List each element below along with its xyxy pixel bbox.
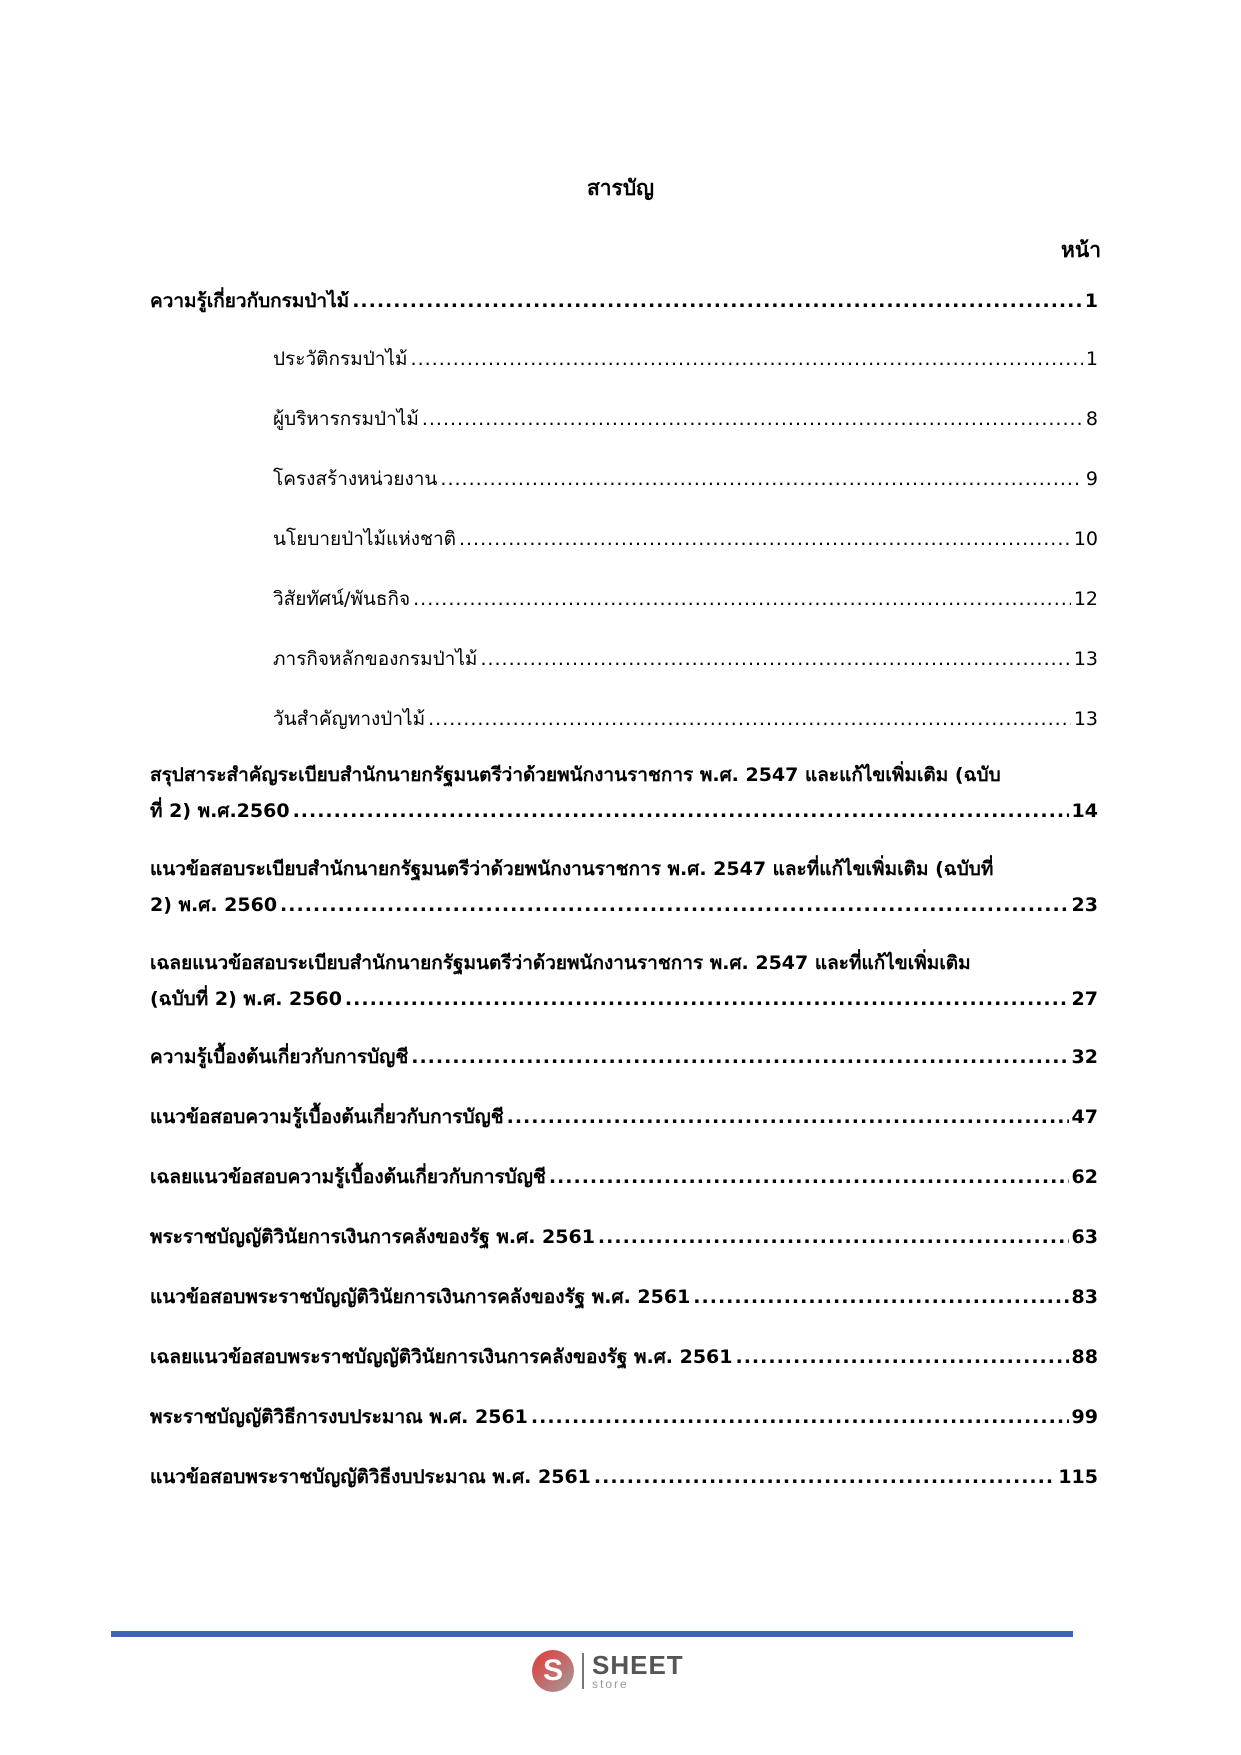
toc-entry-title: วิสัยทัศน์/พันธกิจ <box>273 588 411 610</box>
toc-entry-page: 63 <box>1071 1226 1098 1248</box>
toc-subentry[interactable] <box>150 402 1098 436</box>
toc-leader-dots <box>598 1220 1069 1254</box>
footer-divider <box>111 1631 1073 1637</box>
toc-leader-dots <box>428 702 1071 736</box>
toc-leader-dots <box>594 1460 1055 1494</box>
logo-main-text: SHEET <box>592 1650 684 1680</box>
toc-entry-title: ความรู้เบื้องต้นเกี่ยวกับการบัญชี <box>150 1046 409 1068</box>
toc-entry-title: เฉลยแนวข้อสอบพระราชบัญญัติวินัยการเงินการคลังของรัฐ พ.ศ. 2561 <box>150 1346 733 1368</box>
logo-separator <box>582 1653 584 1689</box>
toc-subentry[interactable] <box>150 582 1098 616</box>
toc-leader-dots <box>411 1040 1068 1074</box>
toc-leader-dots <box>736 1340 1069 1374</box>
toc-entry-page: 47 <box>1071 1106 1098 1128</box>
toc-entry[interactable] <box>150 1040 1098 1074</box>
toc-leader-dots <box>440 462 1083 496</box>
toc-leader-dots <box>507 1100 1069 1134</box>
toc-entry-page: 14 <box>1071 800 1098 822</box>
toc-entry-title: วันสำคัญทางป่าไม้ <box>273 708 426 730</box>
toc-entry-title: ผู้บริหารกรมป่าไม้ <box>273 408 419 430</box>
toc-entry-title: พระราชบัญญัติวิธีการงบประมาณ พ.ศ. 2561 <box>150 1406 528 1428</box>
toc-leader-dots <box>345 982 1069 1016</box>
toc-entry-page: 1 <box>1085 348 1098 370</box>
toc-leader-dots <box>693 1280 1068 1314</box>
toc-entry-page: 10 <box>1073 528 1098 550</box>
toc-entry-title: แนวข้อสอบพระราชบัญญัติวิธีงบประมาณ พ.ศ. 2561 <box>150 1466 591 1488</box>
toc-entry[interactable] <box>150 1340 1098 1374</box>
toc-entry-page: 32 <box>1071 1046 1098 1068</box>
toc-leader-dots <box>293 794 1069 828</box>
toc-entry[interactable] <box>150 1220 1098 1254</box>
toc-entry-title-line1: แนวข้อสอบระเบียบสำนักนายกรัฐมนตรีว่าด้วยพนักงานราชการ พ.ศ. 2547 และที่แก้ไขเพิ่มเติม (ฉบับที่ <box>150 858 994 880</box>
toc-subentry[interactable] <box>150 522 1098 556</box>
toc-entry-title: แนวข้อสอบความรู้เบื้องต้นเกี่ยวกับการบัญชี <box>150 1106 504 1128</box>
toc-subentry[interactable] <box>150 462 1098 496</box>
toc-entry-page: 13 <box>1073 708 1098 730</box>
toc-subentry[interactable] <box>150 702 1098 736</box>
toc-entry-page: 88 <box>1071 1346 1098 1368</box>
toc-entry-page: 23 <box>1071 894 1098 916</box>
page-title: สารบัญ <box>586 176 655 200</box>
toc-entry-title-line1: เฉลยแนวข้อสอบระเบียบสำนักนายกรัฐมนตรีว่าด้วยพนักงานราชการ พ.ศ. 2547 และที่แก้ไขเพิ่มเติม <box>150 952 971 974</box>
toc-entry-page: 9 <box>1085 468 1098 490</box>
toc-entry-page: 99 <box>1071 1406 1098 1428</box>
toc-entry-page: 1 <box>1084 290 1098 312</box>
toc-entry-page: 13 <box>1073 648 1098 670</box>
toc-entry-multiline[interactable] <box>150 758 1098 828</box>
toc-entry-title: ประวัติกรมป่าไม้ <box>273 348 408 370</box>
toc-entry[interactable] <box>150 1100 1098 1134</box>
brand-logo <box>532 1650 684 1692</box>
toc-entry-title: (ฉบับที่ 2) พ.ศ. 2560 <box>150 988 342 1010</box>
toc-entry-title-line1: สรุปสาระสำคัญระเบียบสำนักนายกรัฐมนตรีว่าด้วยพนักงานราชการ พ.ศ. 2547 และแก้ไขเพิ่มเติม (ฉบับ <box>150 764 1001 786</box>
toc-entry-title: ภารกิจหลักของกรมป่าไม้ <box>273 648 478 670</box>
toc-leader-dots <box>459 522 1071 556</box>
toc-entry-title: โครงสร้างหน่วยงาน <box>273 468 438 490</box>
toc-entry-multiline[interactable] <box>150 852 1098 922</box>
toc-entry-title: แนวข้อสอบพระราชบัญญัติวินัยการเงินการคลังของรัฐ พ.ศ. 2561 <box>150 1286 691 1308</box>
toc-entry-page: 83 <box>1071 1286 1098 1308</box>
toc-leader-dots <box>352 284 1082 318</box>
toc-leader-dots <box>480 642 1070 676</box>
toc-subentry[interactable] <box>150 642 1098 676</box>
toc-entry[interactable] <box>150 1460 1098 1494</box>
table-of-contents <box>150 284 1098 1494</box>
toc-entry-page: 12 <box>1073 588 1098 610</box>
page-column-header: หน้า <box>1061 238 1101 262</box>
toc-entry-multiline[interactable] <box>150 946 1098 1016</box>
toc-entry[interactable] <box>150 1160 1098 1194</box>
toc-entry-title: นโยบายป่าไม้แห่งชาติ <box>273 528 456 550</box>
toc-entry-page: 62 <box>1071 1166 1098 1188</box>
toc-entry-title: ความรู้เกี่ยวกับกรมป่าไม้ <box>150 290 350 312</box>
logo-sub-text: store <box>592 1677 629 1691</box>
toc-entry[interactable] <box>150 1280 1098 1314</box>
toc-entry-title: ที่ 2) พ.ศ.2560 <box>150 800 290 822</box>
toc-leader-dots <box>280 888 1069 922</box>
toc-leader-dots <box>411 342 1083 376</box>
toc-entry-page: 27 <box>1071 988 1098 1010</box>
toc-entry-title: พระราชบัญญัติวินัยการเงินการคลังของรัฐ พ.ศ. 2561 <box>150 1226 595 1248</box>
toc-entry[interactable] <box>150 284 1098 318</box>
toc-entry-page: 8 <box>1085 408 1098 430</box>
toc-entry-page: 115 <box>1058 1466 1098 1488</box>
toc-leader-dots <box>549 1160 1069 1194</box>
toc-leader-dots <box>413 582 1071 616</box>
toc-entry[interactable] <box>150 1400 1098 1434</box>
toc-leader-dots <box>531 1400 1069 1434</box>
logo-s-icon: S <box>532 1650 574 1692</box>
toc-subentry[interactable] <box>150 342 1098 376</box>
toc-leader-dots <box>422 402 1083 436</box>
toc-entry-title: เฉลยแนวข้อสอบความรู้เบื้องต้นเกี่ยวกับการบัญชี <box>150 1166 546 1188</box>
toc-entry-title: 2) พ.ศ. 2560 <box>150 894 278 916</box>
